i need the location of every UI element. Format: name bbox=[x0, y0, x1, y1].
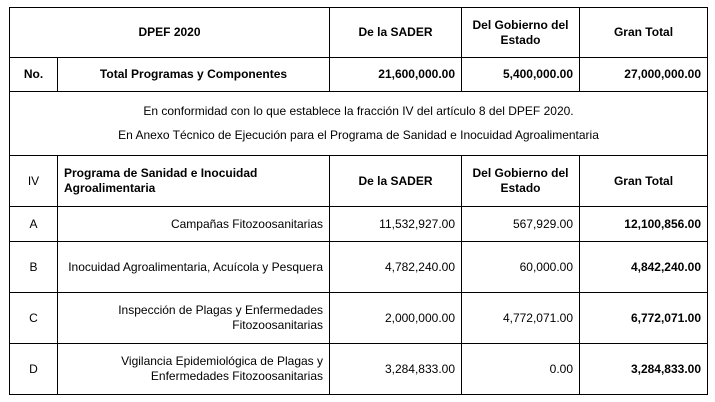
totals-no-label: No. bbox=[10, 58, 58, 92]
row-name: Inspección de Plagas y Enfermedades Fitozoosanitarias bbox=[58, 293, 330, 344]
totals-sader: 21,600,000.00 bbox=[330, 58, 462, 92]
totals-row bbox=[10, 58, 708, 92]
header-col-gobierno: Del Gobierno del Estado bbox=[462, 8, 580, 58]
row-sader: 2,000,000.00 bbox=[330, 293, 462, 344]
program-col-sader: De la SADER bbox=[330, 156, 462, 207]
row-letter: C bbox=[10, 293, 58, 344]
table-row bbox=[10, 293, 708, 344]
note-line-1: En conformidad con lo que establece la fracción IV del artículo 8 del DPEF 2020. bbox=[143, 104, 574, 118]
program-number: IV bbox=[10, 156, 58, 207]
row-gobierno: 567,929.00 bbox=[462, 207, 580, 242]
note-row bbox=[10, 92, 708, 156]
table-row bbox=[10, 207, 708, 242]
program-col-total: Gran Total bbox=[580, 156, 708, 207]
row-sader: 3,284,833.00 bbox=[330, 344, 462, 395]
header-col-sader: De la SADER bbox=[330, 8, 462, 58]
program-header-row bbox=[10, 156, 708, 207]
row-total: 4,842,240.00 bbox=[580, 242, 708, 293]
program-name: Programa de Sanidad e Inocuidad Agroalimentaria bbox=[58, 156, 330, 207]
row-total: 3,284,833.00 bbox=[580, 344, 708, 395]
totals-gobierno: 5,400,000.00 bbox=[462, 58, 580, 92]
row-letter: D bbox=[10, 344, 58, 395]
row-name: Campañas Fitozoosanitarias bbox=[58, 207, 330, 242]
row-name: Inocuidad Agroalimentaria, Acuícola y Pesquera bbox=[58, 242, 330, 293]
row-sader: 4,782,240.00 bbox=[330, 242, 462, 293]
budget-table bbox=[9, 7, 708, 395]
row-total: 6,772,071.00 bbox=[580, 293, 708, 344]
table-row bbox=[10, 344, 708, 395]
row-gobierno: 60,000.00 bbox=[462, 242, 580, 293]
totals-total: 27,000,000.00 bbox=[580, 58, 708, 92]
row-sader: 11,532,927.00 bbox=[330, 207, 462, 242]
header-title: DPEF 2020 bbox=[10, 8, 330, 58]
totals-label: Total Programas y Componentes bbox=[58, 58, 330, 92]
row-gobierno: 0.00 bbox=[462, 344, 580, 395]
table-row bbox=[10, 242, 708, 293]
header-col-total: Gran Total bbox=[580, 8, 708, 58]
program-col-gobierno: Del Gobierno del Estado bbox=[462, 156, 580, 207]
row-gobierno: 4,772,071.00 bbox=[462, 293, 580, 344]
row-letter: B bbox=[10, 242, 58, 293]
note-cell bbox=[10, 92, 708, 156]
note-line-2: En Anexo Técnico de Ejecución para el Programa de Sanidad e Inocuidad Agroalimentaria bbox=[118, 128, 599, 142]
row-total: 12,100,856.00 bbox=[580, 207, 708, 242]
row-name: Vigilancia Epidemiológica de Plagas y Enfermedades Fitozoosanitarias bbox=[58, 344, 330, 395]
header-row bbox=[10, 8, 708, 58]
row-letter: A bbox=[10, 207, 58, 242]
